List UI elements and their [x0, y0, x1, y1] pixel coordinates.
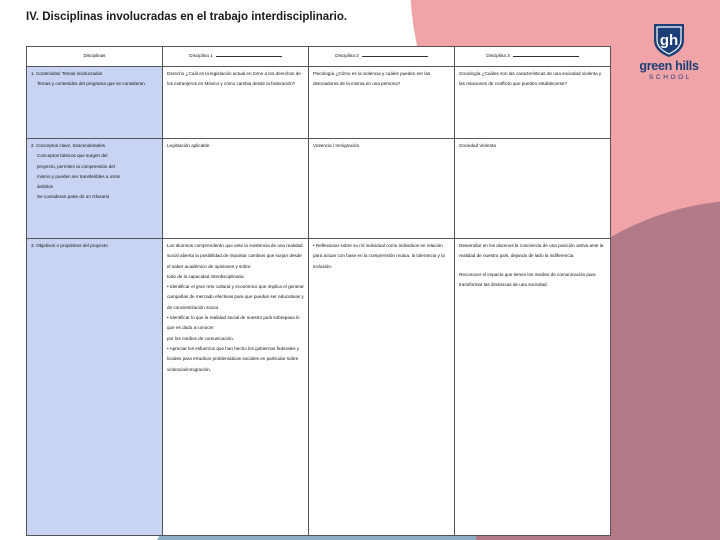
- table-row-contenidos: [27, 67, 611, 139]
- table-header-row: [27, 47, 611, 67]
- cell-objetivos-d2: • Reflexionar sobre su rol individual como individuos en relación para actuar con base en la comprensión mutua, la tolerancia y la inclusión.: [309, 239, 455, 536]
- cell-conceptos-d1: Legislación aplicable: [163, 139, 309, 239]
- row-label-contenidos: 1. Contenidos/ Temas involucrados Temas y contenidos del programa que se consideran: [27, 67, 163, 139]
- cell-objetivos-d1: Los alumnos comprenderán que ante la existencia de una realidad social abierta la posibilidad de impulsar cambios que surjan desde el saber académico de opiniones y sobre todo de la capacidad interdisciplinaria. • Identificar el gran reto cultural y económico que implica el generar campañas de mercado efectivas para que puedan ser educativas y de concientización social. • Identificar lo que la realidad social de nuestro país sobrepasa lo que es dado a conocer por los medios de comunicación. • Apreciar los esfuerzos que han hecho los gobiernos federales y locales para erradicar problemáticas sociales en particular sobre violencia/inmigración.: [163, 239, 309, 536]
- cell-contenidos-d2: Psicología ¿Cómo es la violencia y cuáles pueden ser las detonadores de la misma en una persona?: [309, 67, 455, 139]
- header-disciplinas: Disciplinas: [27, 47, 163, 67]
- disciplines-table: [26, 46, 611, 536]
- logo-brand-text: green hills: [639, 59, 699, 73]
- shield-icon: [650, 20, 688, 58]
- cell-objetivos-d3: Desarrollar en los alumnos la conciencia de una posición activa ante la realidad de nuestro país, dejando de lado la indiferencia. Reconocer el impacto que tienen los medios de comunicación para transformar las dinámicas de una sociedad.: [455, 239, 611, 536]
- header-disciplina-2: Disciplina 2: [309, 47, 455, 67]
- cell-contenidos-d1: Derecho ¿Cuál es la legislación actual en torno a los derechos de los extranjeros en México y cómo cambia desde la federación?: [163, 67, 309, 139]
- cell-conceptos-d3: Sociedad Violenta: [455, 139, 611, 239]
- page-title: IV. Disciplinas involucradas en el trabajo interdisciplinario.: [26, 11, 348, 23]
- row-label-objetivos: 3. Objetivos o propósitos del proyecto: [27, 239, 163, 536]
- header-disciplina-3: Disciplina 3: [455, 47, 611, 67]
- logo-monogram: gh: [659, 32, 679, 49]
- table-row-objetivos: [27, 239, 611, 536]
- table-row-conceptos: [27, 139, 611, 239]
- cell-conceptos-d2: Violencia / Inmigración: [309, 139, 455, 239]
- school-logo: [624, 20, 714, 92]
- cell-contenidos-d3: Sociología ¿Cuáles son las características de una sociedad violenta y las relaciones de conflicto que pueden establecerse?: [455, 67, 611, 139]
- row-label-conceptos: 2. Conceptos clave, trascendentales Conceptos básicos que surgen del proyecto, permiten la comprensión del mismo y pueden ser transferibles a otros ámbitos Se consideran parte de un Glosario: [27, 139, 163, 239]
- logo-school-text: SCHOOL: [648, 74, 693, 81]
- header-disciplina-1: Disciplina 1: [163, 47, 309, 67]
